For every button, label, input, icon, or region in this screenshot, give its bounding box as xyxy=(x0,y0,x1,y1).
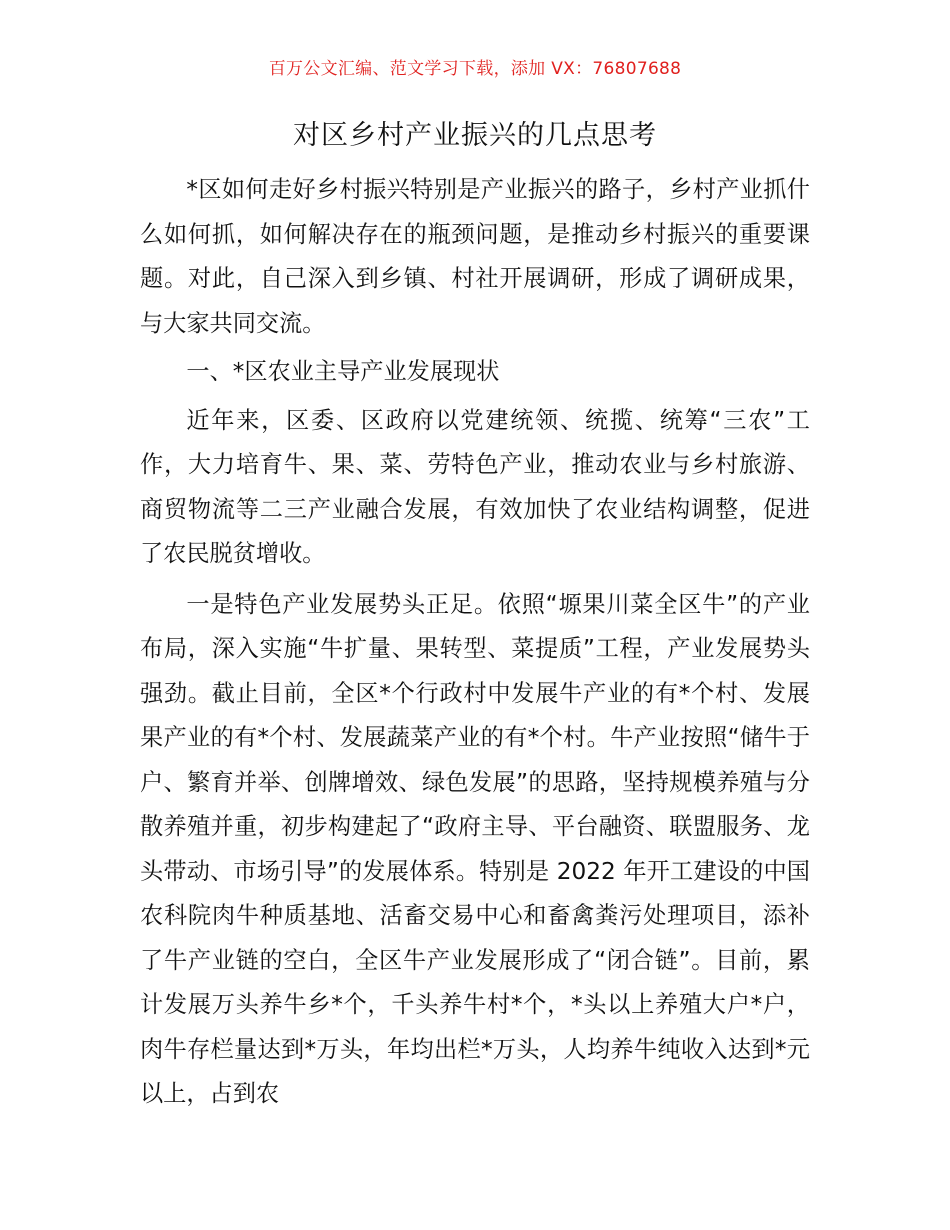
paragraph-feature-industry: 一是特色产业发展势头正足。依照“塬果川菜全区牛”的产业布局，深入实施“牛扩量、果转型、菜提质”工程，产业发展势头强劲。截止目前，全区*个行政村中发展牛产业的有*个村、发展果产业的有*个村、发展蔬菜产业的有*个村。牛产业按照“储牛于户、繁育并举、创牌增效、绿色发展”的思路，坚持规模养殖与分散养殖并重，初步构建起了“政府主导、平台融资、联盟服务、龙头带动、市场引导”的发展体系。特别是 2022 年开工建设的中国农科院肉牛种质基地、活畜交易中心和畜禽粪污处理项目，添补了牛产业链的空白，全区牛产业发展形成了“闭合链”。目前，累计发展万头养牛乡*个，千头养牛村*个，*头以上养殖大户*户，肉牛存栏量达到*万头，年均出栏*万头，人均养牛纯收入达到*元以上，占到农 xyxy=(140,590,810,1107)
promo-banner: 百万公文汇编、范文学习下载，添加 VX：76807688 xyxy=(268,59,682,79)
intro-paragraph: *区如何走好乡村振兴特别是产业振兴的路子，乡村产业抓什么如何抓，如何解决存在的瓶颈问题，是推动乡村振兴的重要课题。对此，自己深入到乡镇、村社开展调研，形成了调研成果，与大家共同交流。 xyxy=(140,176,810,337)
document-title: 对区乡村产业振兴的几点思考 xyxy=(293,120,657,151)
paragraph-overview: 近年来，区委、区政府以党建统领、统揽、统筹“三农”工作，大力培育牛、果、菜、劳特色产业，推动农业与乡村旅游、商贸物流等二三产业融合发展，有效加快了农业结构调整，促进了农民脱贫增收。 xyxy=(140,406,810,567)
document-body xyxy=(140,168,810,1117)
section-heading: 一、*区农业主导产业发展现状 xyxy=(186,358,500,385)
